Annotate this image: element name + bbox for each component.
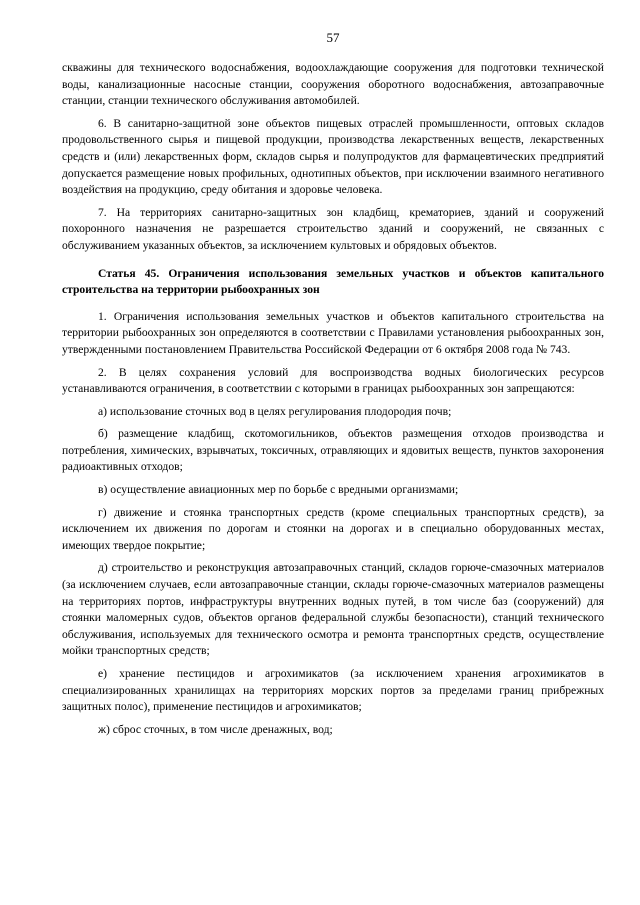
paragraph-item-2: 2. В целях сохранения условий для воспроизводства водных биологических ресурсов устанавливаются ограничения, в соответствии с которыми в границах рыбоохранных зон запрещаются: — [62, 365, 604, 396]
paragraph-item-1: 1. Ограничения использования земельных участков и объектов капитального строительства на территории рыбоохранных зон определяются в соответствии с Правилами установления рыбоохранных зон, утвержденными постановлением Правительства Российской Федерации от 6 октября 2008 года № 743. — [62, 309, 604, 356]
article-45-heading: Статья 45. Ограничения использования земельных участков и объектов капитального строительства на территории рыбоохранных зон — [62, 266, 604, 297]
list-item-b: б) размещение кладбищ, скотомогильников, объектов размещения отходов производства и потребления, химических, взрывчатых, токсичных, отравляющих и ядовитых веществ, пунктов захоронения радиоактивных отходов; — [62, 427, 604, 474]
list-item-zh: ж) сброс сточных, в том числе дренажных, вод; — [98, 722, 333, 736]
paragraph-item-7: 7. На территориях санитарно-защитных зон кладбищ, крематориев, зданий и сооружений похоронного назначения не разрешается строительство зданий и сооружений, не связанных с обслуживанием указанных объектов, за исключением культовых и обрядовых объектов. — [62, 205, 604, 252]
list-item-a: а) использование сточных вод в целях регулирования плодородия почв; — [98, 404, 452, 418]
list-item-g: г) движение и стоянка транспортных средств (кроме специальных транспортных средств), за исключением их движения по дорогам и стоянки на дорогах и в специально оборудованных местах, имеющих твердое покрытие; — [62, 505, 604, 552]
paragraph-item-6: 6. В санитарно-защитной зоне объектов пищевых отраслей промышленности, оптовых складов продовольственного сырья и пищевой продукции, производства лекарственных веществ, лекарственных средств и (или) лекарственных форм, складов сырья и полупродуктов для фармацевтических предприятий допускается размещение новых профильных, однотипных объектов, при исключении взаимного негативного воздействия на продукцию, среду обитания и здоровье человека. — [62, 116, 604, 197]
list-item-d: д) строительство и реконструкция автозаправочных станций, складов горюче-смазочных материалов (за исключением случаев, если автозаправочные станции, склады горюче-смазочных материалов размещены на территориях портов, инфраструктуры внутренних водных путей, в том числе баз (сооружений) для стоянки маломерных судов, объектов органов федеральной службы безопасности), станций технического обслуживания, используемых для технического осмотра и ремонта транспортных средств, осуществление мойки транспортных средств; — [62, 561, 604, 658]
list-item-v: в) осуществление авиационных мер по борьбе с вредными организмами; — [98, 483, 459, 497]
list-item-e: е) хранение пестицидов и агрохимикатов (за исключением хранения агрохимикатов в специализированных хранилищах на территориях морских портов за пределами границ прибрежных защитных полос), применение пестицидов и агрохимикатов; — [62, 667, 604, 714]
paragraph-continuation: скважины для технического водоснабжения, водоохлаждающие сооружения для подготовки технической воды, канализационные насосные станции, сооружения оборотного водоснабжения, автозаправочные станции, станции технического обслуживания автомобилей. — [62, 61, 604, 108]
page-number: 57 — [326, 30, 340, 45]
